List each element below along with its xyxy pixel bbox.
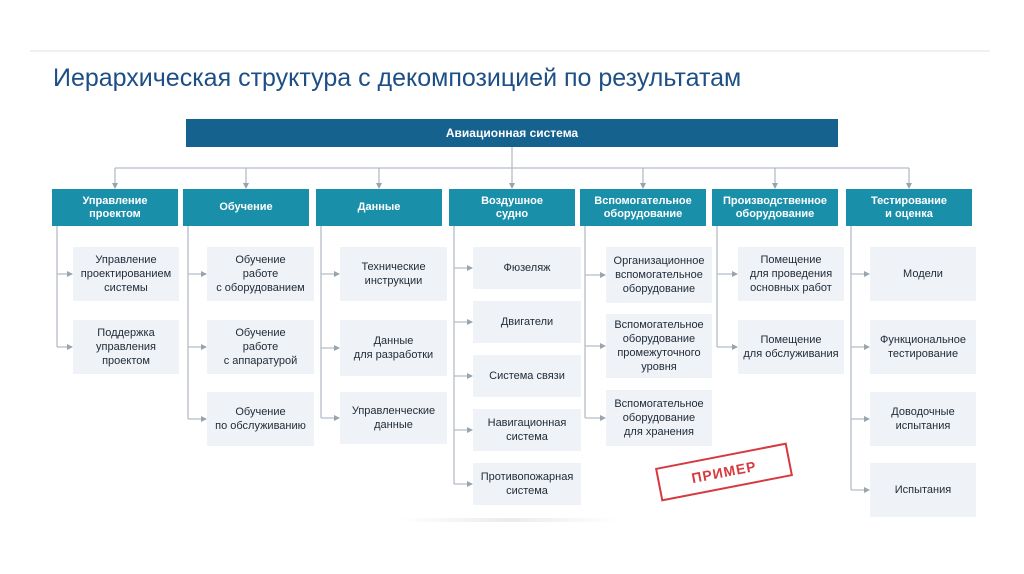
example-stamp-text: ПРИМЕР xyxy=(690,457,758,487)
leaf-training-apparatus: Обучение работе с аппаратурой xyxy=(207,320,314,374)
leaf-maintenance-premises: Помещение для обслуживания xyxy=(738,320,844,374)
leaf-intermediate-support-equipment: Вспомогательное оборудование промежуточного уровня xyxy=(606,314,712,378)
leaf-management-data: Управленческие данные xyxy=(340,392,447,444)
page-title: Иерархическая структура с декомпозицией по результатам xyxy=(53,64,742,92)
leaf-fuselage: Фюзеляж xyxy=(473,247,581,289)
leaf-fire-protection-system: Противопожарная система xyxy=(473,463,581,505)
category-training: Обучение xyxy=(183,189,309,226)
leaf-engines: Двигатели xyxy=(473,301,581,343)
leaf-main-works-premises: Помещение для проведения основных работ xyxy=(738,247,844,301)
leaf-development-data: Данные для разработки xyxy=(340,320,447,376)
leaf-models: Модели xyxy=(870,247,976,301)
leaf-training-equipment: Обучение работе с оборудованием xyxy=(207,247,314,301)
root-node-aviation-system xyxy=(186,119,838,147)
root-node-label: Авиационная система xyxy=(445,126,579,140)
category-testing: Тестирование и оценка xyxy=(846,189,972,226)
leaf-project-design-management: Управление проектированием системы xyxy=(73,247,179,301)
category-support-equipment: Вспомогательное оборудование xyxy=(580,189,706,226)
leaf-navigation-system: Навигационная система xyxy=(473,409,581,451)
category-production-equipment: Производственное оборудование xyxy=(712,189,838,226)
leaf-organizational-support-equipment: Организационное вспомогательное оборудование xyxy=(606,247,712,303)
leaf-functional-testing: Функциональное тестирование xyxy=(870,320,976,374)
category-aircraft: Воздушное судно xyxy=(449,189,575,226)
category-project-management: Управление проектом xyxy=(52,189,178,226)
leaf-training-maintenance: Обучение по обслуживанию xyxy=(207,392,314,446)
leaf-technical-instructions: Технические инструкции xyxy=(340,247,447,301)
leaf-project-support: Поддержка управления проектом xyxy=(73,320,179,374)
leaf-communication-system: Система связи xyxy=(473,355,581,397)
bottom-shadow xyxy=(398,518,620,522)
leaf-storage-support-equipment: Вспомогательное оборудование для хранения xyxy=(606,390,712,446)
leaf-tests: Испытания xyxy=(870,463,976,517)
category-data: Данные xyxy=(316,189,442,226)
leaf-development-tests: Доводочные испытания xyxy=(870,392,976,446)
